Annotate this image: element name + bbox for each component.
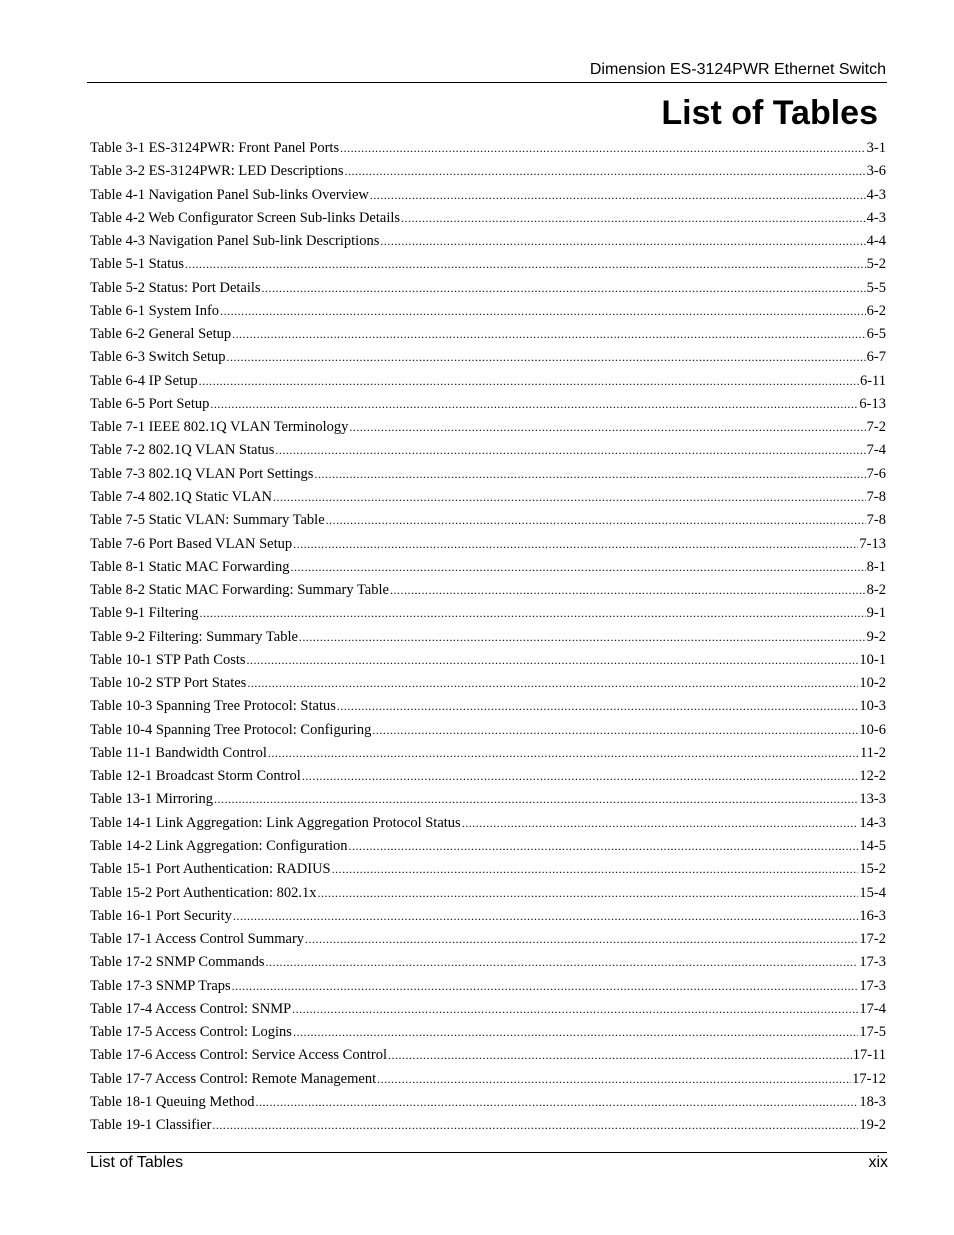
toc-entry-label: Table 14-1 Link Aggregation: Link Aggregation Protocol Status [90, 814, 461, 831]
toc-entry[interactable] [90, 975, 886, 998]
toc-entry-page: 7-8 [866, 488, 886, 505]
table-of-contents-list [90, 137, 886, 1137]
toc-entry-label: Table 3-2 ES-3124PWR: LED Descriptions [90, 163, 344, 180]
toc-entry-page: 11-2 [859, 744, 886, 761]
toc-dot-leader [247, 649, 859, 672]
toc-entry-label: Table 12-1 Broadcast Storm Control [90, 768, 301, 785]
toc-entry[interactable] [90, 951, 886, 974]
toc-entry-label: Table 7-6 Port Based VLAN Setup [90, 535, 293, 552]
toc-entry-label: Table 17-4 Access Control: SNMP [90, 1000, 292, 1017]
toc-entry-label: Table 3-1 ES-3124PWR: Front Panel Ports [90, 140, 340, 156]
toc-dot-leader [462, 812, 859, 835]
toc-entry[interactable] [90, 207, 886, 230]
toc-entry[interactable] [90, 719, 886, 742]
toc-entry-label: Table 10-4 Spanning Tree Protocol: Configuring [90, 721, 372, 738]
toc-dot-leader [314, 463, 865, 486]
toc-entry[interactable] [90, 439, 886, 462]
toc-entry-page: 6-5 [866, 326, 886, 343]
toc-dot-leader [293, 533, 858, 556]
toc-entry-label: Table 17-7 Access Control: Remote Management [90, 1070, 377, 1087]
toc-dot-leader [275, 439, 865, 462]
toc-dot-leader [326, 509, 866, 532]
toc-entry[interactable] [90, 137, 886, 160]
toc-entry[interactable] [90, 463, 886, 486]
toc-entry[interactable] [90, 416, 886, 439]
toc-entry-label: Table 17-3 SNMP Traps [90, 977, 231, 994]
toc-entry-page: 17-3 [859, 954, 886, 971]
toc-entry-label: Table 17-6 Access Control: Service Access Control [90, 1047, 387, 1064]
footer-divider [87, 1152, 887, 1153]
toc-entry[interactable] [90, 742, 886, 765]
toc-entry-page: 6-13 [859, 395, 886, 412]
toc-entry-page: 10-6 [859, 721, 886, 738]
toc-dot-leader [291, 556, 866, 579]
toc-dot-leader [220, 300, 866, 323]
toc-dot-leader [349, 835, 859, 858]
toc-entry-page: 6-11 [859, 372, 886, 389]
toc-dot-leader [337, 695, 859, 718]
toc-entry-label: Table 14-2 Link Aggregation: Configuration [90, 837, 348, 854]
toc-dot-leader [340, 137, 866, 160]
toc-entry-label: Table 17-1 Access Control Summary [90, 931, 305, 948]
toc-entry-page: 5-5 [866, 279, 886, 296]
toc-entry-page: 15-2 [859, 861, 886, 878]
toc-dot-leader [232, 323, 866, 346]
toc-entry-label: Table 10-2 STP Port States [90, 675, 247, 692]
toc-dot-leader [199, 370, 859, 393]
toc-entry-label: Table 5-1 Status [90, 256, 185, 273]
toc-dot-leader [273, 486, 866, 509]
toc-entry[interactable] [90, 370, 886, 393]
toc-entry-label: Table 4-3 Navigation Panel Sub-link Descriptions [90, 233, 380, 250]
toc-entry[interactable] [90, 1114, 886, 1137]
toc-entry-page: 12-2 [859, 768, 886, 785]
toc-dot-leader [388, 1044, 852, 1067]
toc-dot-leader [185, 253, 866, 276]
toc-entry-page: 3-1 [866, 140, 886, 156]
toc-entry-page: 17-4 [859, 1000, 886, 1017]
toc-entry-label: Table 7-2 802.1Q VLAN Status [90, 442, 275, 459]
toc-entry-label: Table 6-3 Switch Setup [90, 349, 226, 366]
toc-entry-page: 14-5 [859, 837, 886, 854]
toc-entry-label: Table 6-1 System Info [90, 302, 220, 319]
toc-entry[interactable] [90, 835, 886, 858]
toc-dot-leader [302, 765, 859, 788]
toc-entry-page: 9-2 [866, 628, 886, 645]
toc-entry-page: 10-1 [859, 651, 886, 668]
toc-entry[interactable] [90, 533, 886, 556]
toc-dot-leader [293, 1021, 858, 1044]
toc-dot-leader [233, 905, 858, 928]
toc-entry-label: Table 7-1 IEEE 802.1Q VLAN Terminology [90, 419, 349, 436]
toc-entry-label: Table 13-1 Mirroring [90, 791, 214, 808]
toc-entry-page: 4-3 [866, 186, 886, 203]
toc-dot-leader [372, 719, 858, 742]
toc-entry-label: Table 17-5 Access Control: Logins [90, 1024, 292, 1041]
toc-entry-page: 10-3 [859, 698, 886, 715]
toc-dot-leader [349, 416, 865, 439]
toc-entry[interactable] [90, 230, 886, 253]
toc-entry-page: 8-2 [866, 582, 886, 599]
toc-entry-page: 7-4 [866, 442, 886, 459]
toc-entry-page: 3-6 [866, 163, 886, 180]
toc-entry[interactable] [90, 300, 886, 323]
toc-entry-page: 17-5 [859, 1024, 886, 1041]
toc-dot-leader [214, 788, 858, 811]
toc-dot-leader [370, 184, 866, 207]
toc-dot-leader [227, 346, 866, 369]
toc-entry-page: 16-3 [859, 907, 886, 924]
toc-entry-page: 8-1 [866, 558, 886, 575]
toc-entry[interactable] [90, 882, 886, 905]
toc-entry[interactable] [90, 486, 886, 509]
toc-dot-leader [210, 393, 858, 416]
toc-dot-leader [247, 672, 858, 695]
toc-dot-leader [292, 998, 858, 1021]
toc-entry-label: Table 8-1 Static MAC Forwarding [90, 558, 290, 575]
toc-entry[interactable] [90, 579, 886, 602]
toc-entry-label: Table 7-3 802.1Q VLAN Port Settings [90, 465, 314, 482]
toc-entry-page: 17-3 [859, 977, 886, 994]
toc-entry-label: Table 19-1 Classifier [90, 1117, 212, 1134]
toc-entry-page: 15-4 [859, 884, 886, 901]
running-header-title: Dimension ES-3124PWR Ethernet Switch [589, 61, 886, 78]
toc-entry-label: Table 8-2 Static MAC Forwarding: Summary Table [90, 582, 389, 599]
toc-entry[interactable] [90, 812, 886, 835]
toc-entry[interactable] [90, 765, 886, 788]
toc-entry[interactable] [90, 788, 886, 811]
header-divider [87, 82, 887, 83]
toc-entry-page: 7-2 [866, 419, 886, 436]
toc-entry[interactable] [90, 253, 886, 276]
toc-dot-leader [332, 858, 859, 881]
toc-entry-page: 17-2 [859, 931, 886, 948]
toc-dot-leader [262, 277, 866, 300]
toc-entry-page: 7-8 [866, 512, 886, 529]
toc-entry[interactable] [90, 928, 886, 951]
toc-entry-label: Table 18-1 Queuing Method [90, 1093, 255, 1110]
toc-dot-leader [305, 928, 858, 951]
toc-entry-page: 4-4 [866, 233, 886, 250]
toc-dot-leader [212, 1114, 858, 1137]
toc-entry-page: 17-12 [852, 1070, 886, 1087]
toc-entry[interactable] [90, 602, 886, 625]
toc-entry[interactable] [90, 323, 886, 346]
toc-dot-leader [268, 742, 859, 765]
toc-entry-label: Table 5-2 Status: Port Details [90, 279, 261, 296]
toc-entry-label: Table 7-5 Static VLAN: Summary Table [90, 512, 325, 529]
toc-entry[interactable] [90, 626, 886, 649]
toc-entry-label: Table 10-3 Spanning Tree Protocol: Status [90, 698, 336, 715]
toc-entry-page: 5-2 [866, 256, 886, 273]
toc-entry[interactable] [90, 672, 886, 695]
toc-entry-label: Table 15-2 Port Authentication: 802.1x [90, 884, 317, 901]
toc-dot-leader [256, 1091, 859, 1114]
toc-entry[interactable] [90, 509, 886, 532]
toc-entry[interactable] [90, 1091, 886, 1114]
toc-entry-label: Table 9-1 Filtering [90, 605, 199, 622]
toc-entry-page: 13-3 [859, 791, 886, 808]
toc-dot-leader [380, 230, 865, 253]
toc-entry[interactable] [90, 1021, 886, 1044]
page-title: List of Tables [661, 94, 878, 132]
toc-entry-label: Table 4-2 Web Configurator Screen Sub-links Details [90, 209, 401, 226]
toc-entry-label: Table 16-1 Port Security [90, 907, 232, 924]
toc-entry-page: 6-7 [866, 349, 886, 366]
toc-entry[interactable] [90, 905, 886, 928]
toc-entry[interactable] [90, 858, 886, 881]
toc-entry[interactable] [90, 695, 886, 718]
toc-entry[interactable] [90, 649, 886, 672]
toc-entry-page: 19-2 [859, 1117, 886, 1134]
toc-dot-leader [265, 951, 858, 974]
toc-entry[interactable] [90, 556, 886, 579]
toc-dot-leader [299, 626, 866, 649]
toc-dot-leader [401, 207, 866, 230]
toc-entry-label: Table 17-2 SNMP Commands [90, 954, 265, 971]
toc-entry-page: 6-2 [866, 302, 886, 319]
toc-entry-page: 7-13 [859, 535, 886, 552]
toc-dot-leader [232, 975, 859, 998]
toc-entry-label: Table 11-1 Bandwidth Control [90, 744, 267, 761]
toc-entry-label: Table 10-1 STP Path Costs [90, 651, 246, 668]
toc-dot-leader [377, 1068, 851, 1091]
footer-section-title: List of Tables [90, 1154, 184, 1171]
toc-dot-leader [345, 160, 866, 183]
toc-entry-label: Table 4-1 Navigation Panel Sub-links Overview [90, 186, 369, 203]
toc-entry-label: Table 6-5 Port Setup [90, 395, 210, 412]
footer-page-number: xix [868, 1154, 888, 1171]
toc-entry-page: 14-3 [859, 814, 886, 831]
toc-entry-page: 7-6 [866, 465, 886, 482]
toc-entry-label: Table 7-4 802.1Q Static VLAN [90, 488, 272, 505]
toc-entry[interactable] [90, 184, 886, 207]
toc-dot-leader [200, 602, 866, 625]
toc-entry[interactable] [90, 1068, 886, 1091]
toc-entry-page: 9-1 [866, 605, 886, 622]
toc-entry-page: 17-11 [852, 1047, 886, 1064]
toc-entry-page: 4-3 [866, 209, 886, 226]
toc-entry[interactable] [90, 160, 886, 183]
toc-entry[interactable] [90, 393, 886, 416]
toc-entry-label: Table 9-2 Filtering: Summary Table [90, 628, 298, 645]
toc-dot-leader [390, 579, 866, 602]
toc-entry-page: 18-3 [859, 1093, 886, 1110]
toc-entry[interactable] [90, 346, 886, 369]
toc-entry[interactable] [90, 1044, 886, 1067]
toc-entry[interactable] [90, 998, 886, 1021]
toc-entry-label: Table 15-1 Port Authentication: RADIUS [90, 861, 331, 878]
toc-entry-label: Table 6-2 General Setup [90, 326, 232, 343]
toc-entry-page: 10-2 [859, 675, 886, 692]
toc-entry-label: Table 6-4 IP Setup [90, 372, 198, 389]
toc-entry[interactable] [90, 277, 886, 300]
toc-dot-leader [318, 882, 859, 905]
